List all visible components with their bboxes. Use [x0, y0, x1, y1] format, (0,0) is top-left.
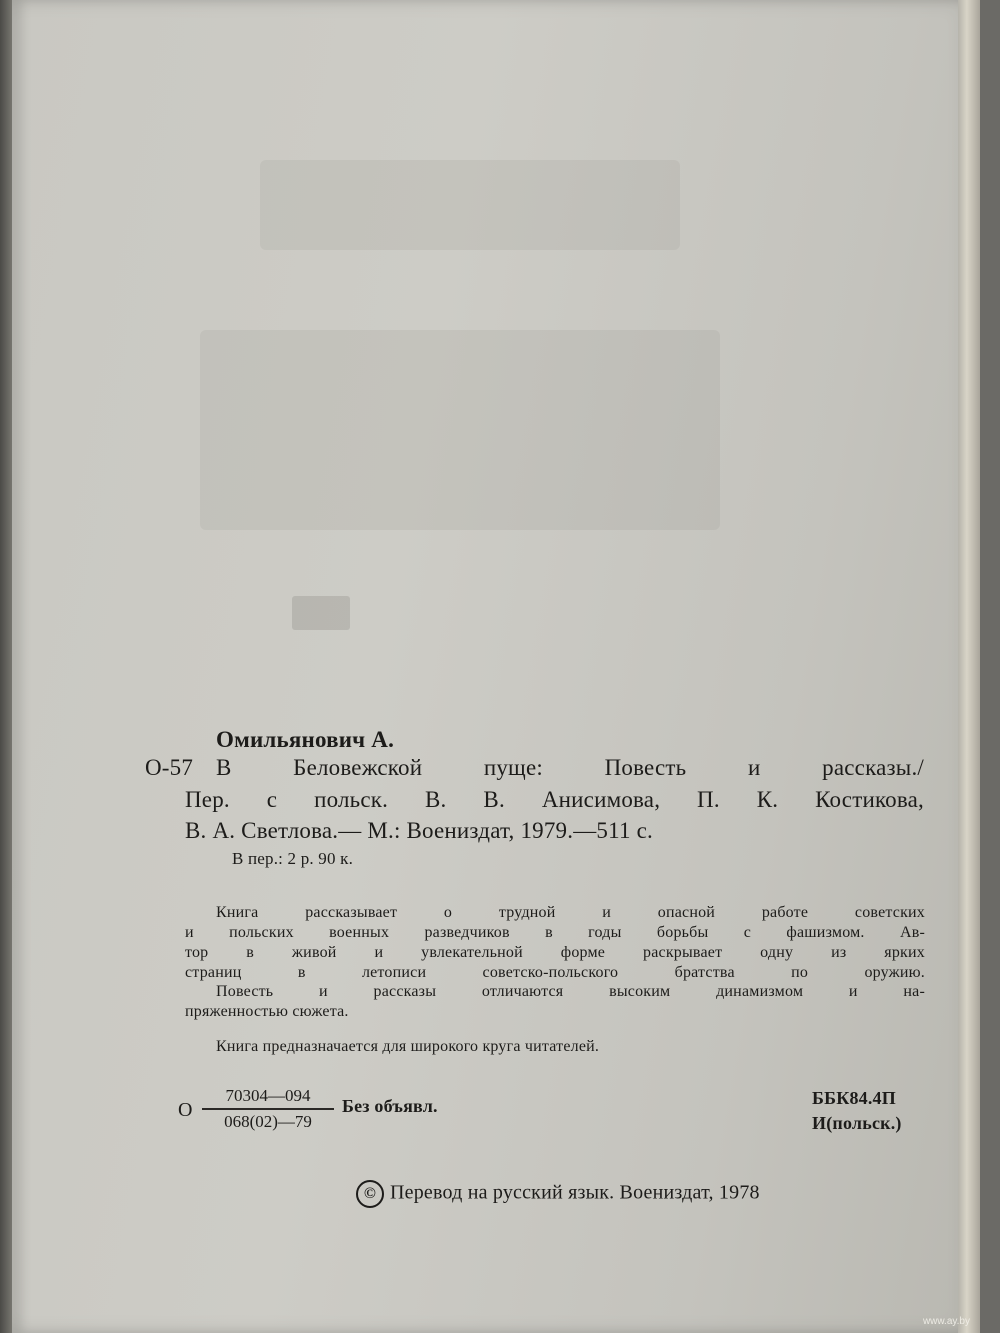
- fraction-bar: [202, 1108, 334, 1110]
- language-note: И(польск.): [812, 1113, 902, 1133]
- bibliography-line: В. А. Светлова.— М.: Воениздат, 1979.—511 с.: [185, 818, 653, 843]
- bibliography-line: Пер. с польск. В. В. Анисимова, П. К. Костикова,: [185, 787, 924, 812]
- bleed-through-shape: [260, 160, 680, 250]
- annotation-line: тор в живой и увлекательной форме раскрывает одну из ярких: [185, 944, 925, 961]
- site-watermark: www.ay.by: [922, 1316, 970, 1327]
- bleed-through-logo: [292, 596, 350, 630]
- price-note: В пер.: 2 р. 90 к.: [232, 849, 354, 868]
- publication-index: [202, 1086, 334, 1132]
- annotation-line: Повесть и рассказы отличаются высоким динамизмом и на-: [216, 983, 925, 1000]
- copyright-text: Перевод на русский язык. Воениздат, 1978: [390, 1181, 760, 1204]
- catalog-code: О-57: [145, 755, 194, 780]
- page-shadow-left: [0, 0, 12, 1333]
- bbk-code: ББК84.4П: [812, 1088, 896, 1108]
- copyright-icon: ©: [356, 1180, 384, 1208]
- index-letter: О: [178, 1099, 193, 1121]
- author-name: Омильянович А.: [216, 727, 395, 752]
- copyright-line: [356, 1180, 760, 1208]
- bleed-through-shape: [200, 330, 720, 530]
- no-ads-note: Без объявл.: [342, 1096, 438, 1116]
- page-edge: [958, 0, 980, 1333]
- bibliography-line: В Беловежской пуще: Повесть и рассказы./: [216, 755, 924, 780]
- annotation-line: Книга рассказывает о трудной и опасной работе советских: [216, 904, 925, 921]
- index-numerator: 70304—094: [225, 1086, 311, 1105]
- annotation-line: страниц в летописи советско-польского братства по оружию.: [185, 964, 925, 981]
- annotation-line: пряженностью сюжета.: [185, 1003, 349, 1020]
- annotation-line: Книга предназначается для широкого круга читателей.: [216, 1038, 600, 1055]
- annotation-line: и польских военных разведчиков в годы борьбы с фашизмом. Ав-: [185, 924, 925, 941]
- index-denominator: 068(02)—79: [224, 1112, 312, 1131]
